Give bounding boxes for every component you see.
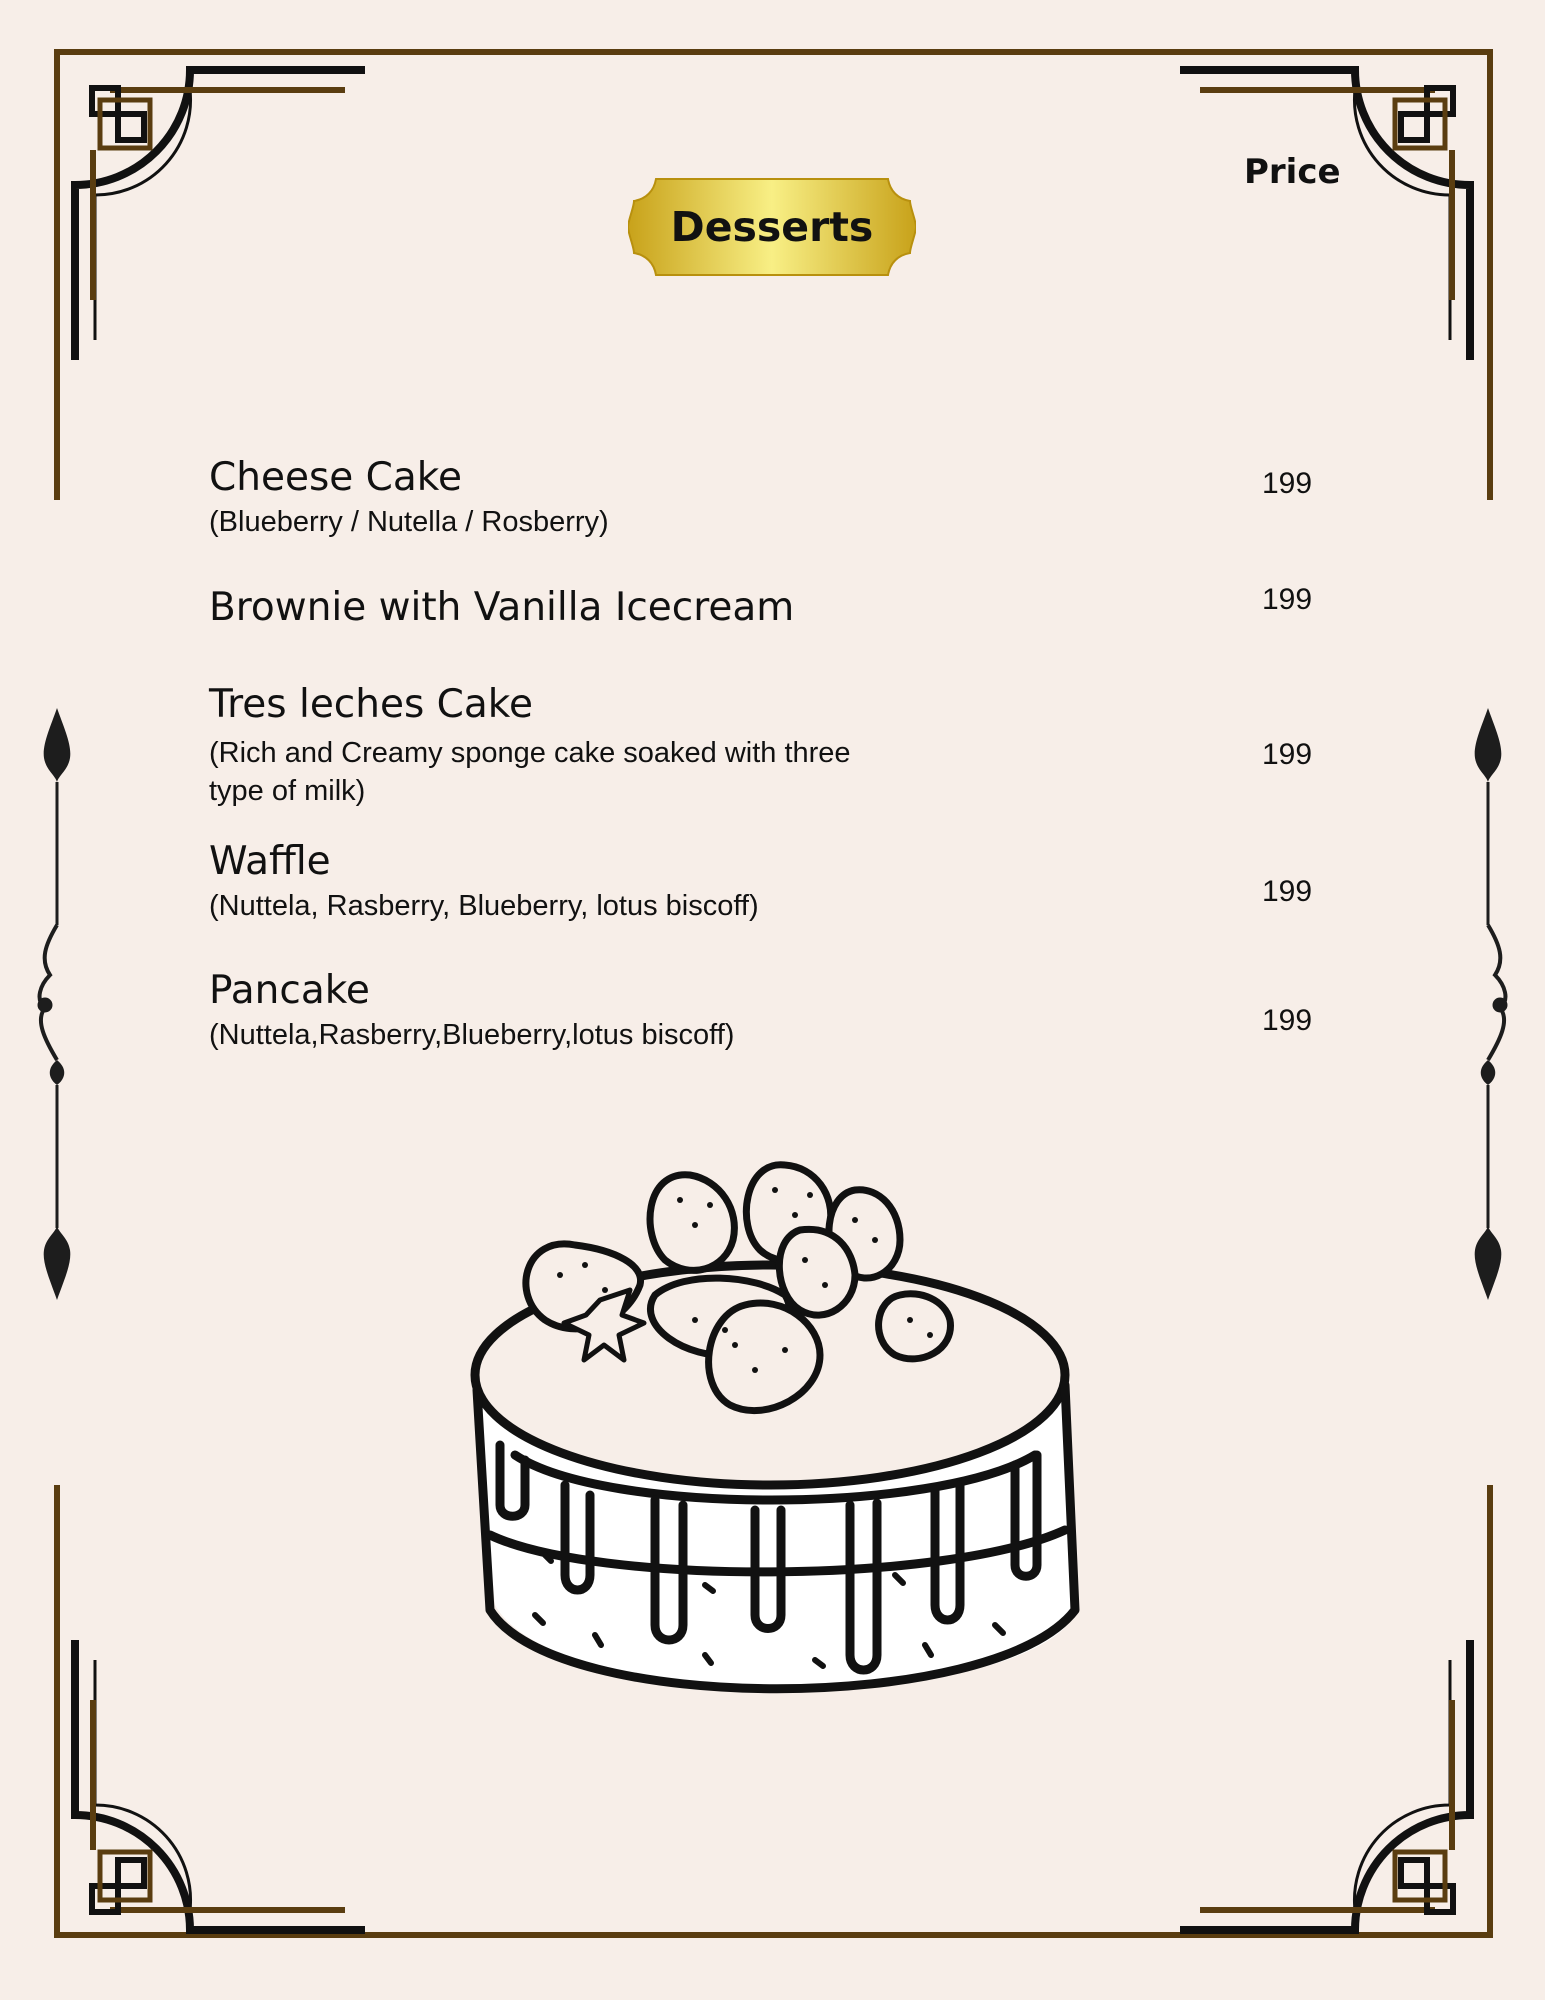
menu-item <box>209 839 889 925</box>
menu-item-price: 199 <box>1262 583 1313 616</box>
menu-item-price: 199 <box>1262 875 1313 908</box>
menu-item-price: 199 <box>1262 738 1313 771</box>
corner-ornament-top-left <box>75 70 365 360</box>
menu-item-price: 199 <box>1262 467 1313 500</box>
menu-item-description: (Blueberry / Nutella / Rosberry) <box>209 506 609 538</box>
price-column-header: Price <box>1244 152 1341 192</box>
section-badge <box>628 177 916 277</box>
menu-item <box>209 968 739 1054</box>
menu-item-description: (Nuttela, Rasberry, Blueberry, lotus biscoff) <box>209 890 759 922</box>
menu-item-name: Cheese Cake <box>209 455 462 500</box>
menu-item-name: Brownie with Vanilla Icecream <box>209 585 795 630</box>
strawberry-cake-illustration <box>455 1155 1095 1795</box>
section-title: Desserts <box>670 203 874 251</box>
menu-item <box>209 455 829 541</box>
side-ornament-left <box>38 708 70 1300</box>
menu-item-price: 199 <box>1262 1004 1313 1037</box>
menu-item-name: Waffle <box>209 839 331 884</box>
menu-item <box>209 585 794 631</box>
menu-item-description: (Rich and Creamy sponge cake soaked with three type of milk) <box>209 737 851 807</box>
menu-item <box>209 682 869 810</box>
menu-item-name: Pancake <box>209 968 370 1013</box>
menu-item-description: (Nuttela,Rasberry,Blueberry,lotus biscoff) <box>209 1019 735 1051</box>
menu-item-name: Tres leches Cake <box>209 682 533 727</box>
